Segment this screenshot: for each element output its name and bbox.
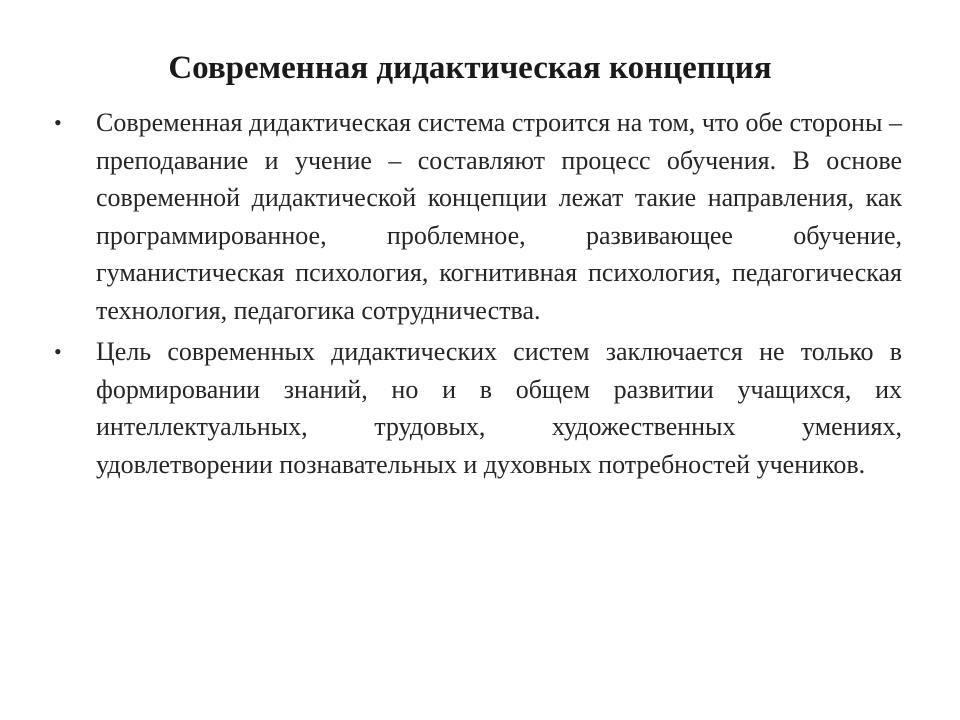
bullet-text-2: Цель современных дидактических систем заключается не только в формировании знаний, но и в общем развитии учащихся, их интеллектуальных, трудовых, художественных умениях, удовлетворении познавательных и духовных потребностей учеников.: [96, 337, 902, 479]
bullet-text-1: Современная дидактическая система строится на том, что обе стороны – преподавание и учение – составляют процесс обучения. В основе современной дидактической концепции лежат такие направления, как программированное, проблемное, развивающее обучение, гуманистическая психология, когнитивная психология, педагогическая технология, педагогика сотрудничества.: [96, 108, 902, 325]
bullet-item: [52, 333, 902, 483]
bullet-list: [52, 104, 902, 487]
bullet-dot-icon: •: [54, 339, 62, 364]
bullet-dot-icon: •: [54, 110, 62, 135]
slide-title: Современная дидактическая концепция: [168, 50, 772, 86]
bullet-item: [52, 104, 902, 329]
